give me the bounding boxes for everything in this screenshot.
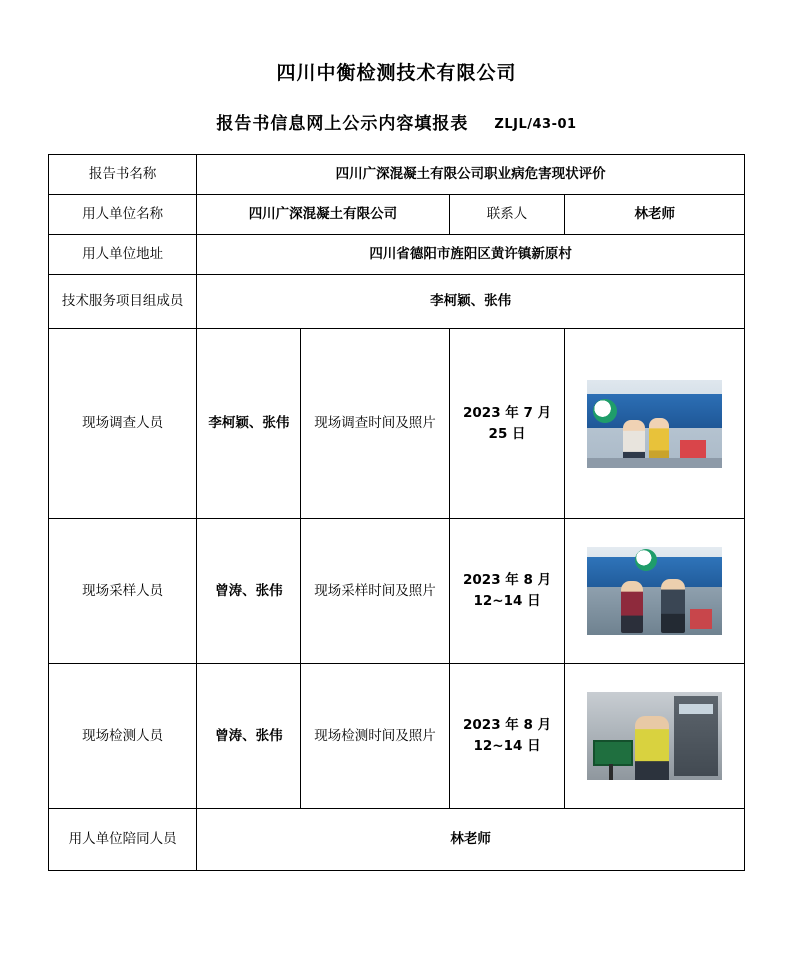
- survey-photo-cell: [565, 329, 745, 519]
- photo-object: [690, 609, 712, 629]
- table-row: [49, 329, 745, 519]
- form-title: 报告书信息网上公示内容填报表: [216, 114, 469, 134]
- site-sampling-photo: [587, 547, 722, 635]
- company-title: 四川中衡检测技术有限公司: [276, 62, 517, 84]
- table-row: [49, 195, 745, 235]
- employer-name-label: 用人单位名称: [49, 195, 197, 235]
- testing-desc: 现场检测时间及照片: [301, 664, 449, 809]
- site-testing-photo: [587, 692, 722, 780]
- testing-photo-cell: [565, 664, 745, 809]
- photo-object: [680, 440, 706, 458]
- report-name-value: 四川广深混凝土有限公司职业病危害现状评价: [197, 155, 745, 195]
- table-row: [49, 155, 745, 195]
- table-row: [49, 235, 745, 275]
- testing-label: 现场检测人员: [49, 664, 197, 809]
- accompany-label: 用人单位陪同人员: [49, 809, 197, 871]
- public-disclosure-table: [48, 154, 745, 871]
- site-survey-photo: [587, 380, 722, 468]
- photo-equipment-rack: [674, 696, 718, 776]
- sampling-label: 现场采样人员: [49, 519, 197, 664]
- sampling-persons: 曾涛、张伟: [197, 519, 301, 664]
- contact-value: 林老师: [565, 195, 745, 235]
- sampling-date: 2023 年 8 月 12~14 日: [449, 519, 565, 664]
- table-row: [49, 664, 745, 809]
- team-members-value: 李柯颖、张伟: [197, 275, 745, 329]
- table-row: [49, 519, 745, 664]
- sampling-photo-cell: [565, 519, 745, 664]
- photo-banner: [587, 557, 722, 587]
- survey-label: 现场调查人员: [49, 329, 197, 519]
- employer-address-label: 用人单位地址: [49, 235, 197, 275]
- report-name-label: 报告书名称: [49, 155, 197, 195]
- survey-desc: 现场调查时间及照片: [301, 329, 449, 519]
- photo-sampling-device: [593, 740, 633, 766]
- photo-desk: [587, 458, 722, 468]
- survey-persons: 李柯颖、张伟: [197, 329, 301, 519]
- employer-name-value: 四川广深混凝土有限公司: [197, 195, 449, 235]
- photo-person-b: [661, 579, 685, 633]
- contact-label: 联系人: [449, 195, 565, 235]
- photo-tripod: [609, 764, 613, 780]
- employer-address-value: 四川省德阳市旌阳区黄许镇新原村: [197, 235, 745, 275]
- sampling-desc: 现场采样时间及照片: [301, 519, 449, 664]
- table-row: [49, 809, 745, 871]
- testing-date: 2023 年 8 月 12~14 日: [449, 664, 565, 809]
- table-row: [49, 275, 745, 329]
- photo-person-a: [621, 581, 643, 633]
- team-members-label: 技术服务项目组成员: [49, 275, 197, 329]
- photo-person-a: [635, 716, 669, 780]
- testing-persons: 曾涛、张伟: [197, 664, 301, 809]
- form-code: ZLJL/43-01: [494, 117, 577, 132]
- accompany-value: 林老师: [197, 809, 745, 871]
- form-title-row: [48, 109, 745, 134]
- survey-date: 2023 年 7 月 25 日: [449, 329, 565, 519]
